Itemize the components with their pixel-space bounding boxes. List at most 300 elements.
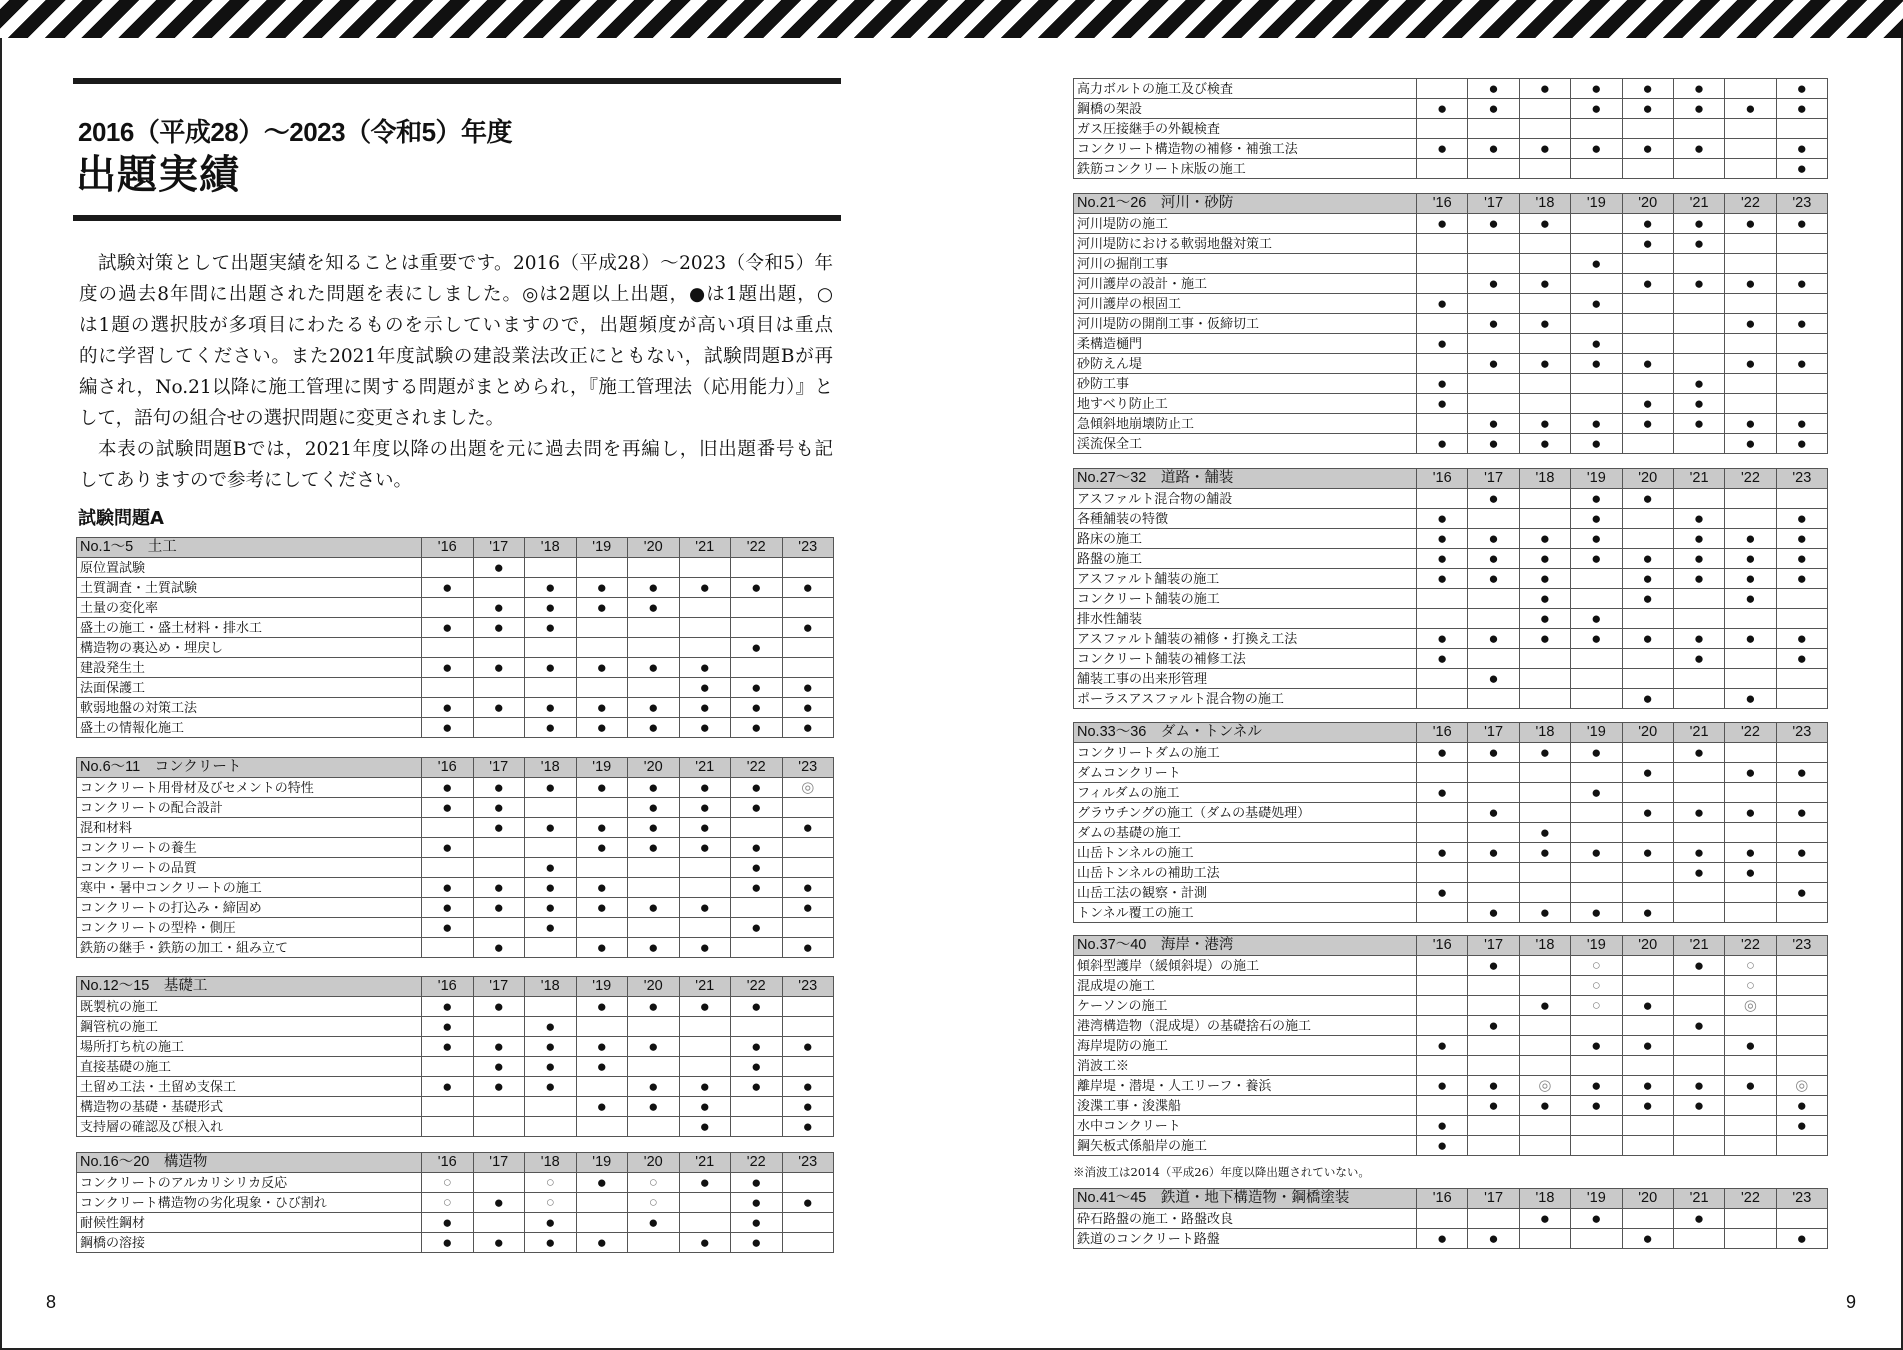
empty-cell bbox=[679, 1017, 731, 1037]
empty-cell bbox=[1519, 763, 1570, 783]
filled-circle-mark: ● bbox=[1673, 803, 1724, 823]
filled-circle-mark: ● bbox=[1468, 79, 1519, 99]
year-column-header: '19 bbox=[1571, 469, 1622, 489]
filled-circle-mark: ● bbox=[1468, 569, 1519, 589]
filled-circle-mark: ● bbox=[1673, 79, 1724, 99]
exam-table bbox=[76, 1152, 834, 1253]
empty-cell bbox=[1725, 883, 1776, 903]
filled-circle-mark: ● bbox=[1776, 314, 1827, 334]
empty-cell bbox=[1417, 314, 1468, 334]
empty-cell bbox=[1622, 743, 1673, 763]
filled-circle-mark: ● bbox=[782, 818, 834, 838]
table-header-row bbox=[77, 538, 834, 558]
empty-cell bbox=[628, 1057, 680, 1077]
filled-circle-mark: ● bbox=[1776, 843, 1827, 863]
filled-circle-mark: ● bbox=[576, 878, 628, 898]
table-header-row bbox=[77, 977, 834, 997]
year-column-header: '19 bbox=[576, 538, 628, 558]
year-column-header: '23 bbox=[1776, 469, 1827, 489]
table-category-header: No.41～45 鉄道・地下構造物・鋼橋塗装 bbox=[1074, 1189, 1417, 1209]
empty-cell bbox=[576, 918, 628, 938]
filled-circle-mark: ● bbox=[473, 818, 525, 838]
table-row bbox=[1074, 843, 1828, 863]
empty-cell bbox=[1725, 1229, 1776, 1249]
filled-circle-mark: ● bbox=[1468, 803, 1519, 823]
topic-label: 港湾構造物（混成堤）の基礎捨石の施工 bbox=[1074, 1016, 1417, 1036]
topic-label: 舗装工事の出来形管理 bbox=[1074, 669, 1417, 689]
filled-circle-mark: ● bbox=[525, 1213, 577, 1233]
empty-cell bbox=[1673, 1116, 1724, 1136]
empty-cell bbox=[1725, 294, 1776, 314]
filled-circle-mark: ● bbox=[1725, 529, 1776, 549]
filled-circle-mark: ● bbox=[422, 718, 474, 738]
filled-circle-mark: ● bbox=[1725, 549, 1776, 569]
empty-cell bbox=[731, 1017, 783, 1037]
table-row bbox=[1074, 314, 1828, 334]
filled-circle-mark: ● bbox=[576, 1057, 628, 1077]
empty-cell bbox=[782, 798, 834, 818]
filled-circle-mark: ● bbox=[422, 997, 474, 1017]
intro-paragraph bbox=[79, 248, 833, 496]
empty-cell bbox=[1725, 79, 1776, 99]
filled-circle-mark: ● bbox=[1519, 434, 1570, 454]
filled-circle-mark: ● bbox=[1673, 956, 1724, 976]
table-row bbox=[1074, 689, 1828, 709]
filled-circle-mark: ● bbox=[1468, 1096, 1519, 1116]
filled-circle-mark: ● bbox=[1673, 394, 1724, 414]
empty-cell bbox=[473, 1213, 525, 1233]
empty-cell bbox=[1622, 509, 1673, 529]
empty-cell bbox=[1417, 234, 1468, 254]
filled-circle-mark: ● bbox=[1776, 509, 1827, 529]
filled-circle-mark: ● bbox=[1571, 489, 1622, 509]
empty-cell bbox=[422, 1097, 474, 1117]
filled-circle-mark: ● bbox=[525, 1017, 577, 1037]
empty-cell bbox=[1673, 314, 1724, 334]
filled-circle-mark: ● bbox=[679, 938, 731, 958]
empty-cell bbox=[731, 1117, 783, 1137]
filled-circle-mark: ● bbox=[1622, 79, 1673, 99]
filled-circle-mark: ● bbox=[473, 618, 525, 638]
empty-cell bbox=[1725, 1116, 1776, 1136]
topic-label: 河川堤防の開削工事・仮締切工 bbox=[1074, 314, 1417, 334]
open-circle-mark: ○ bbox=[525, 1173, 577, 1193]
empty-cell bbox=[1571, 1229, 1622, 1249]
year-column-header: '20 bbox=[628, 977, 680, 997]
year-column-header: '19 bbox=[576, 977, 628, 997]
filled-circle-mark: ● bbox=[1417, 883, 1468, 903]
filled-circle-mark: ● bbox=[525, 898, 577, 918]
empty-cell bbox=[1725, 1056, 1776, 1076]
filled-circle-mark: ● bbox=[525, 818, 577, 838]
table-row bbox=[1074, 1016, 1828, 1036]
year-column-header: '21 bbox=[1673, 723, 1724, 743]
double-circle-mark: ◎ bbox=[782, 778, 834, 798]
filled-circle-mark: ● bbox=[1571, 334, 1622, 354]
table-row bbox=[1074, 1096, 1828, 1116]
year-column-header: '19 bbox=[576, 1153, 628, 1173]
table-category-header: No.33～36 ダム・トンネル bbox=[1074, 723, 1417, 743]
hazard-stripe-band bbox=[0, 0, 1903, 38]
empty-cell bbox=[1417, 1056, 1468, 1076]
year-column-header: '18 bbox=[525, 758, 577, 778]
empty-cell bbox=[422, 1057, 474, 1077]
table-category-header: No.27～32 道路・舗装 bbox=[1074, 469, 1417, 489]
filled-circle-mark: ● bbox=[782, 1193, 834, 1213]
filled-circle-mark: ● bbox=[1571, 529, 1622, 549]
empty-cell bbox=[1725, 159, 1776, 179]
filled-circle-mark: ● bbox=[1622, 274, 1673, 294]
empty-cell bbox=[576, 638, 628, 658]
open-circle-mark: ○ bbox=[1725, 976, 1776, 996]
year-column-header: '23 bbox=[782, 538, 834, 558]
double-circle-mark: ◎ bbox=[1725, 996, 1776, 1016]
filled-circle-mark: ● bbox=[1571, 903, 1622, 923]
filled-circle-mark: ● bbox=[1519, 609, 1570, 629]
empty-cell bbox=[525, 938, 577, 958]
table-header-row bbox=[1074, 194, 1828, 214]
filled-circle-mark: ● bbox=[1622, 1229, 1673, 1249]
filled-circle-mark: ● bbox=[1776, 649, 1827, 669]
filled-circle-mark: ● bbox=[422, 918, 474, 938]
empty-cell bbox=[1571, 803, 1622, 823]
empty-cell bbox=[628, 618, 680, 638]
filled-circle-mark: ● bbox=[1468, 99, 1519, 119]
empty-cell bbox=[1571, 669, 1622, 689]
year-column-header: '21 bbox=[679, 758, 731, 778]
empty-cell bbox=[1571, 234, 1622, 254]
table-row bbox=[1074, 99, 1828, 119]
table-row bbox=[77, 997, 834, 1017]
filled-circle-mark: ● bbox=[679, 1173, 731, 1193]
empty-cell bbox=[628, 1233, 680, 1253]
filled-circle-mark: ● bbox=[1776, 354, 1827, 374]
topic-label: ポーラスアスファルト混合物の施工 bbox=[1074, 689, 1417, 709]
topic-label: 鉄筋の継手・鉄筋の加工・組み立て bbox=[77, 938, 422, 958]
empty-cell bbox=[1725, 489, 1776, 509]
table-row bbox=[77, 778, 834, 798]
table-row bbox=[77, 838, 834, 858]
filled-circle-mark: ● bbox=[1776, 214, 1827, 234]
empty-cell bbox=[1725, 649, 1776, 669]
topic-label: 柔構造樋門 bbox=[1074, 334, 1417, 354]
table-row bbox=[77, 938, 834, 958]
table-row bbox=[1074, 883, 1828, 903]
empty-cell bbox=[576, 1017, 628, 1037]
table-row bbox=[1074, 274, 1828, 294]
filled-circle-mark: ● bbox=[576, 778, 628, 798]
empty-cell bbox=[628, 678, 680, 698]
filled-circle-mark: ● bbox=[1519, 569, 1570, 589]
filled-circle-mark: ● bbox=[1519, 274, 1570, 294]
filled-circle-mark: ● bbox=[1673, 743, 1724, 763]
empty-cell bbox=[1468, 689, 1519, 709]
topic-label: コンクリートの打込み・締固め bbox=[77, 898, 422, 918]
topic-label: 構造物の基礎・基礎形式 bbox=[77, 1097, 422, 1117]
empty-cell bbox=[1417, 589, 1468, 609]
filled-circle-mark: ● bbox=[1673, 374, 1724, 394]
empty-cell bbox=[1519, 649, 1570, 669]
empty-cell bbox=[1673, 609, 1724, 629]
topic-label: 浚渫工事・浚渫船 bbox=[1074, 1096, 1417, 1116]
table-row bbox=[77, 658, 834, 678]
empty-cell bbox=[782, 858, 834, 878]
filled-circle-mark: ● bbox=[1519, 314, 1570, 334]
empty-cell bbox=[1519, 119, 1570, 139]
year-column-header: '23 bbox=[782, 977, 834, 997]
filled-circle-mark: ● bbox=[576, 938, 628, 958]
table-row bbox=[1074, 863, 1828, 883]
year-column-header: '23 bbox=[1776, 194, 1827, 214]
empty-cell bbox=[1673, 294, 1724, 314]
empty-cell bbox=[1519, 394, 1570, 414]
filled-circle-mark: ● bbox=[1468, 529, 1519, 549]
empty-cell bbox=[1519, 294, 1570, 314]
filled-circle-mark: ● bbox=[679, 778, 731, 798]
topic-label: コンクリートのアルカリシリカ反応 bbox=[77, 1173, 422, 1193]
filled-circle-mark: ● bbox=[576, 578, 628, 598]
empty-cell bbox=[525, 997, 577, 1017]
filled-circle-mark: ● bbox=[679, 898, 731, 918]
filled-circle-mark: ● bbox=[679, 698, 731, 718]
empty-cell bbox=[422, 678, 474, 698]
topic-label: 砂防工事 bbox=[1074, 374, 1417, 394]
topic-label: 盛土の情報化施工 bbox=[77, 718, 422, 738]
year-column-header: '22 bbox=[1725, 1189, 1776, 1209]
page-number-right: 9 bbox=[1846, 1292, 1857, 1312]
empty-cell bbox=[1468, 394, 1519, 414]
empty-cell bbox=[1622, 529, 1673, 549]
empty-cell bbox=[576, 1213, 628, 1233]
empty-cell bbox=[1776, 689, 1827, 709]
table-row bbox=[77, 718, 834, 738]
filled-circle-mark: ● bbox=[1725, 1076, 1776, 1096]
empty-cell bbox=[1417, 274, 1468, 294]
year-column-header: '16 bbox=[1417, 723, 1468, 743]
filled-circle-mark: ● bbox=[1468, 354, 1519, 374]
empty-cell bbox=[1519, 374, 1570, 394]
filled-circle-mark: ● bbox=[1622, 589, 1673, 609]
empty-cell bbox=[1725, 1136, 1776, 1156]
empty-cell bbox=[1417, 354, 1468, 374]
year-column-header: '16 bbox=[1417, 936, 1468, 956]
empty-cell bbox=[1776, 1209, 1827, 1229]
filled-circle-mark: ● bbox=[576, 818, 628, 838]
filled-circle-mark: ● bbox=[473, 1077, 525, 1097]
filled-circle-mark: ● bbox=[576, 1097, 628, 1117]
filled-circle-mark: ● bbox=[1776, 274, 1827, 294]
empty-cell bbox=[1468, 234, 1519, 254]
empty-cell bbox=[1622, 294, 1673, 314]
table-header-row bbox=[77, 758, 834, 778]
filled-circle-mark: ● bbox=[679, 1097, 731, 1117]
year-column-header: '17 bbox=[1468, 194, 1519, 214]
filled-circle-mark: ● bbox=[1673, 1076, 1724, 1096]
filled-circle-mark: ● bbox=[1468, 843, 1519, 863]
empty-cell bbox=[1622, 314, 1673, 334]
year-column-header: '20 bbox=[1622, 723, 1673, 743]
filled-circle-mark: ● bbox=[1417, 1136, 1468, 1156]
filled-circle-mark: ● bbox=[1571, 743, 1622, 763]
empty-cell bbox=[1519, 489, 1570, 509]
filled-circle-mark: ● bbox=[576, 898, 628, 918]
filled-circle-mark: ● bbox=[422, 798, 474, 818]
filled-circle-mark: ● bbox=[1622, 763, 1673, 783]
filled-circle-mark: ● bbox=[1417, 649, 1468, 669]
filled-circle-mark: ● bbox=[1622, 629, 1673, 649]
topic-label: 鋼矢板式係船岸の施工 bbox=[1074, 1136, 1417, 1156]
filled-circle-mark: ● bbox=[1622, 99, 1673, 119]
year-column-header: '18 bbox=[525, 538, 577, 558]
intro-line: してありますので参考にしてください。 bbox=[79, 470, 413, 491]
empty-cell bbox=[1725, 334, 1776, 354]
empty-cell bbox=[1571, 1136, 1622, 1156]
empty-cell bbox=[1571, 274, 1622, 294]
topic-label: 寒中・暑中コンクリートの施工 bbox=[77, 878, 422, 898]
empty-cell bbox=[1776, 903, 1827, 923]
filled-circle-mark: ● bbox=[1571, 139, 1622, 159]
table-row bbox=[1074, 1116, 1828, 1136]
empty-cell bbox=[1725, 234, 1776, 254]
exam-table bbox=[1073, 78, 1828, 179]
year-column-header: '21 bbox=[679, 1153, 731, 1173]
filled-circle-mark: ● bbox=[1417, 294, 1468, 314]
filled-circle-mark: ● bbox=[1673, 1096, 1724, 1116]
open-circle-mark: ○ bbox=[1571, 996, 1622, 1016]
filled-circle-mark: ● bbox=[1622, 689, 1673, 709]
empty-cell bbox=[1571, 214, 1622, 234]
empty-cell bbox=[1468, 509, 1519, 529]
exam-table bbox=[76, 757, 834, 958]
filled-circle-mark: ● bbox=[628, 938, 680, 958]
table-row bbox=[1074, 159, 1828, 179]
filled-circle-mark: ● bbox=[1622, 139, 1673, 159]
filled-circle-mark: ● bbox=[1417, 629, 1468, 649]
year-column-header: '18 bbox=[1519, 469, 1570, 489]
filled-circle-mark: ● bbox=[473, 778, 525, 798]
filled-circle-mark: ● bbox=[1725, 589, 1776, 609]
filled-circle-mark: ● bbox=[1673, 629, 1724, 649]
empty-cell bbox=[1571, 1116, 1622, 1136]
double-circle-mark: ◎ bbox=[1519, 1076, 1570, 1096]
year-column-header: '17 bbox=[473, 758, 525, 778]
table-row bbox=[1074, 254, 1828, 274]
filled-circle-mark: ● bbox=[1725, 314, 1776, 334]
year-column-header: '16 bbox=[1417, 194, 1468, 214]
topic-label: グラウチングの施工（ダムの基礎処理） bbox=[1074, 803, 1417, 823]
filled-circle-mark: ● bbox=[1468, 743, 1519, 763]
year-column-header: '22 bbox=[731, 538, 783, 558]
empty-cell bbox=[422, 818, 474, 838]
filled-circle-mark: ● bbox=[731, 1233, 783, 1253]
empty-cell bbox=[1571, 394, 1622, 414]
year-column-header: '17 bbox=[1468, 469, 1519, 489]
filled-circle-mark: ● bbox=[1519, 903, 1570, 923]
empty-cell bbox=[628, 1017, 680, 1037]
empty-cell bbox=[782, 658, 834, 678]
empty-cell bbox=[576, 858, 628, 878]
filled-circle-mark: ● bbox=[1622, 394, 1673, 414]
empty-cell bbox=[1417, 254, 1468, 274]
filled-circle-mark: ● bbox=[1519, 214, 1570, 234]
filled-circle-mark: ● bbox=[473, 1037, 525, 1057]
topic-label: コンクリート構造物の補修・補強工法 bbox=[1074, 139, 1417, 159]
empty-cell bbox=[473, 1017, 525, 1037]
topic-label: 土量の変化率 bbox=[77, 598, 422, 618]
table-header-row bbox=[1074, 1189, 1828, 1209]
empty-cell bbox=[1776, 743, 1827, 763]
table-category-header: No.12～15 基礎工 bbox=[77, 977, 422, 997]
empty-cell bbox=[1776, 119, 1827, 139]
empty-cell bbox=[1519, 883, 1570, 903]
exam-table bbox=[1073, 468, 1828, 709]
topic-label: コンクリートの品質 bbox=[77, 858, 422, 878]
filled-circle-mark: ● bbox=[1571, 1036, 1622, 1056]
empty-cell bbox=[731, 558, 783, 578]
empty-cell bbox=[1622, 649, 1673, 669]
topic-label: 鋼管杭の施工 bbox=[77, 1017, 422, 1037]
topic-label: ケーソンの施工 bbox=[1074, 996, 1417, 1016]
empty-cell bbox=[525, 678, 577, 698]
empty-cell bbox=[1776, 374, 1827, 394]
topic-label: コンクリートの養生 bbox=[77, 838, 422, 858]
filled-circle-mark: ● bbox=[1776, 99, 1827, 119]
year-column-header: '23 bbox=[1776, 723, 1827, 743]
year-column-header: '16 bbox=[422, 538, 474, 558]
filled-circle-mark: ● bbox=[782, 938, 834, 958]
empty-cell bbox=[1468, 1036, 1519, 1056]
filled-circle-mark: ● bbox=[576, 698, 628, 718]
filled-circle-mark: ● bbox=[422, 898, 474, 918]
open-circle-mark: ○ bbox=[628, 1193, 680, 1213]
table-row bbox=[77, 618, 834, 638]
empty-cell bbox=[525, 838, 577, 858]
filled-circle-mark: ● bbox=[1776, 414, 1827, 434]
filled-circle-mark: ● bbox=[1776, 1229, 1827, 1249]
filled-circle-mark: ● bbox=[782, 1097, 834, 1117]
filled-circle-mark: ● bbox=[525, 1057, 577, 1077]
filled-circle-mark: ● bbox=[679, 838, 731, 858]
empty-cell bbox=[1571, 863, 1622, 883]
filled-circle-mark: ● bbox=[1673, 214, 1724, 234]
empty-cell bbox=[422, 558, 474, 578]
filled-circle-mark: ● bbox=[1725, 569, 1776, 589]
filled-circle-mark: ● bbox=[1571, 629, 1622, 649]
filled-circle-mark: ● bbox=[576, 1173, 628, 1193]
empty-cell bbox=[1519, 254, 1570, 274]
table-row bbox=[1074, 1056, 1828, 1076]
topic-label: アスファルト舗装の補修・打換え工法 bbox=[1074, 629, 1417, 649]
filled-circle-mark: ● bbox=[731, 578, 783, 598]
empty-cell bbox=[1417, 689, 1468, 709]
empty-cell bbox=[1622, 119, 1673, 139]
filled-circle-mark: ● bbox=[1417, 783, 1468, 803]
filled-circle-mark: ● bbox=[473, 997, 525, 1017]
filled-circle-mark: ● bbox=[628, 1077, 680, 1097]
filled-circle-mark: ● bbox=[1571, 609, 1622, 629]
filled-circle-mark: ● bbox=[1571, 99, 1622, 119]
empty-cell bbox=[1622, 1136, 1673, 1156]
filled-circle-mark: ● bbox=[1571, 1096, 1622, 1116]
filled-circle-mark: ● bbox=[1571, 549, 1622, 569]
topic-label: ダムコンクリート bbox=[1074, 763, 1417, 783]
filled-circle-mark: ● bbox=[1673, 274, 1724, 294]
filled-circle-mark: ● bbox=[1468, 314, 1519, 334]
empty-cell bbox=[1622, 863, 1673, 883]
topic-label: 水中コンクリート bbox=[1074, 1116, 1417, 1136]
table-row bbox=[77, 1017, 834, 1037]
table-row bbox=[77, 1097, 834, 1117]
